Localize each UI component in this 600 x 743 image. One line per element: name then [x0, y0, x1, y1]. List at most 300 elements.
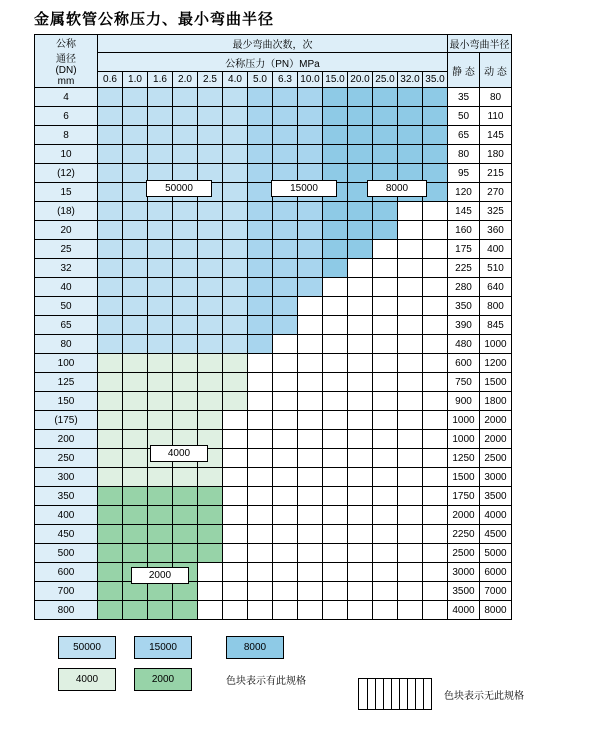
spec-cell-empty [323, 506, 348, 525]
spec-cell-empty [223, 487, 248, 506]
spec-cell-filled [98, 297, 123, 316]
spec-cell-filled [98, 145, 123, 164]
dn-value: 600 [35, 563, 98, 582]
spec-cell-filled [98, 468, 123, 487]
radius-static-value: 1500 [448, 468, 480, 487]
spec-cell-filled [123, 525, 148, 544]
dn-value: 800 [35, 601, 98, 620]
spec-cell-filled [248, 259, 273, 278]
tag-50000: 50000 [146, 180, 212, 197]
pressure-col-header: 35.0 [423, 72, 448, 88]
spec-cell-filled [373, 202, 398, 221]
spec-cell-empty [373, 278, 398, 297]
radius-static-value: 750 [448, 373, 480, 392]
radius-dynamic-value: 270 [480, 183, 512, 202]
spec-cell-empty [398, 354, 423, 373]
spec-cell-empty [323, 354, 348, 373]
radius-dynamic-value: 110 [480, 107, 512, 126]
table-row [35, 259, 512, 278]
spec-cell-filled [98, 392, 123, 411]
spec-cell-empty [298, 525, 323, 544]
spec-cell-filled [248, 297, 273, 316]
spec-cell-filled [123, 430, 148, 449]
radius-static-header: 静 态 [448, 53, 480, 88]
spec-cell-filled [198, 411, 223, 430]
dn-value: 300 [35, 468, 98, 487]
spec-cell-filled [348, 88, 373, 107]
dn-value: 700 [35, 582, 98, 601]
dn-value: 20 [35, 221, 98, 240]
spec-cell-empty [348, 582, 373, 601]
spec-cell-filled [273, 278, 298, 297]
table-row [35, 468, 512, 487]
spec-cell-filled [198, 335, 223, 354]
spec-cell-filled [148, 373, 173, 392]
table-row [35, 88, 512, 107]
spec-cell-filled [98, 411, 123, 430]
radius-dynamic-value: 360 [480, 221, 512, 240]
spec-cell-filled [148, 392, 173, 411]
spec-cell-filled [173, 316, 198, 335]
table-row [35, 202, 512, 221]
spec-cell-empty [373, 392, 398, 411]
spec-cell-filled [398, 107, 423, 126]
spec-cell-filled [398, 88, 423, 107]
spec-cell-empty [423, 601, 448, 620]
spec-cell-filled [123, 468, 148, 487]
spec-cell-filled [373, 88, 398, 107]
spec-cell-filled [173, 221, 198, 240]
radius-dynamic-value: 80 [480, 88, 512, 107]
spec-cell-empty [373, 316, 398, 335]
radius-static-value: 390 [448, 316, 480, 335]
spec-cell-filled [173, 145, 198, 164]
spec-cell-filled [98, 259, 123, 278]
spec-cell-empty [223, 506, 248, 525]
radius-dynamic-value: 1200 [480, 354, 512, 373]
spec-cell-filled [198, 88, 223, 107]
spec-cell-empty [323, 582, 348, 601]
radius-dynamic-value: 640 [480, 278, 512, 297]
spec-cell-filled [223, 316, 248, 335]
legend-swatch-2000: 2000 [134, 668, 192, 691]
spec-cell-empty [423, 392, 448, 411]
spec-cell-empty [398, 430, 423, 449]
spec-cell-filled [198, 297, 223, 316]
dn-header-line-3: (DN) [55, 65, 77, 76]
spec-cell-filled [298, 126, 323, 145]
dn-value: 350 [35, 487, 98, 506]
radius-static-value: 480 [448, 335, 480, 354]
spec-cell-empty [298, 544, 323, 563]
spec-cell-empty [423, 563, 448, 582]
spec-cell-filled [148, 525, 173, 544]
spec-cell-filled [123, 221, 148, 240]
radius-dynamic-value: 400 [480, 240, 512, 259]
spec-cell-filled [298, 240, 323, 259]
spec-cell-filled [223, 278, 248, 297]
spec-cell-empty [373, 544, 398, 563]
tag-15000: 15000 [271, 180, 337, 197]
spec-cell-empty [298, 506, 323, 525]
spec-cell-filled [123, 316, 148, 335]
spec-cell-empty [273, 563, 298, 582]
spec-cell-filled [298, 278, 323, 297]
dn-header-line-4: mm [57, 76, 75, 87]
spec-cell-empty [198, 582, 223, 601]
spec-cell-empty [248, 582, 273, 601]
spec-cell-filled [173, 487, 198, 506]
spec-cell-filled [123, 373, 148, 392]
spec-cell-empty [273, 430, 298, 449]
pressure-header: 公称压力（PN）MPa [98, 53, 448, 72]
spec-cell-filled [398, 145, 423, 164]
pressure-col-header: 4.0 [223, 72, 248, 88]
spec-cell-filled [173, 468, 198, 487]
spec-cell-empty [248, 430, 273, 449]
spec-cell-filled [98, 449, 123, 468]
table-row [35, 430, 512, 449]
spec-cell-empty [248, 544, 273, 563]
spec-cell-empty [373, 411, 398, 430]
spec-cell-empty [248, 487, 273, 506]
dn-value: 32 [35, 259, 98, 278]
radius-static-value: 160 [448, 221, 480, 240]
spec-cell-empty [423, 373, 448, 392]
spec-cell-empty [248, 392, 273, 411]
spec-cell-empty [223, 430, 248, 449]
spec-cell-empty [298, 468, 323, 487]
radius-static-value: 3000 [448, 563, 480, 582]
dn-value: (12) [35, 164, 98, 183]
spec-cell-filled [423, 145, 448, 164]
spec-cell-filled [423, 88, 448, 107]
spec-cell-empty [398, 335, 423, 354]
radius-dynamic-value: 7000 [480, 582, 512, 601]
spec-cell-filled [173, 525, 198, 544]
radius-static-value: 1000 [448, 411, 480, 430]
spec-cell-filled [298, 88, 323, 107]
spec-cell-filled [198, 373, 223, 392]
spec-cell-filled [423, 126, 448, 145]
spec-cell-empty [223, 563, 248, 582]
spec-cell-empty [323, 487, 348, 506]
table-row [35, 335, 512, 354]
dn-value: 4 [35, 88, 98, 107]
spec-cell-filled [248, 240, 273, 259]
dn-value: 8 [35, 126, 98, 145]
spec-cell-empty [398, 468, 423, 487]
spec-cell-filled [123, 107, 148, 126]
spec-cell-filled [198, 544, 223, 563]
spec-cell-empty [423, 335, 448, 354]
spec-cell-empty [373, 468, 398, 487]
radius-dynamic-value: 1000 [480, 335, 512, 354]
radius-static-value: 175 [448, 240, 480, 259]
spec-cell-filled [273, 107, 298, 126]
spec-cell-filled [148, 354, 173, 373]
spec-cell-empty [398, 278, 423, 297]
spec-cell-empty [323, 601, 348, 620]
spec-cell-filled [123, 145, 148, 164]
spec-cell-empty [398, 449, 423, 468]
radius-static-value: 65 [448, 126, 480, 145]
spec-cell-empty [423, 487, 448, 506]
legend-row-bottom [58, 668, 306, 691]
table-row [35, 601, 512, 620]
spec-cell-empty [423, 278, 448, 297]
spec-cell-filled [323, 221, 348, 240]
radius-dynamic-value: 800 [480, 297, 512, 316]
dn-value: 40 [35, 278, 98, 297]
spec-cell-filled [323, 126, 348, 145]
spec-cell-filled [348, 202, 373, 221]
spec-cell-filled [198, 392, 223, 411]
radius-dynamic-value: 510 [480, 259, 512, 278]
spec-cell-filled [148, 126, 173, 145]
spec-cell-filled [198, 278, 223, 297]
spec-cell-empty [323, 525, 348, 544]
spec-cell-empty [273, 525, 298, 544]
legend-swatch-15000: 15000 [134, 636, 192, 659]
spec-cell-empty [298, 601, 323, 620]
spec-cell-empty [223, 449, 248, 468]
spec-cell-filled [198, 506, 223, 525]
spec-cell-filled [98, 373, 123, 392]
spec-cell-empty [323, 430, 348, 449]
table-row [35, 316, 512, 335]
spec-cell-empty [423, 354, 448, 373]
spec-cell-empty [323, 373, 348, 392]
radius-static-value: 3500 [448, 582, 480, 601]
spec-cell-empty [373, 335, 398, 354]
spec-cell-filled [123, 278, 148, 297]
spec-cell-filled [148, 468, 173, 487]
spec-cell-empty [248, 601, 273, 620]
spec-cell-empty [373, 240, 398, 259]
spec-cell-empty [348, 430, 373, 449]
spec-cell-empty [248, 373, 273, 392]
spec-cell-filled [248, 316, 273, 335]
spec-cell-filled [173, 582, 198, 601]
spec-cell-empty [348, 525, 373, 544]
hatch-swatch [358, 678, 432, 710]
spec-cell-filled [173, 601, 198, 620]
spec-cell-empty [373, 297, 398, 316]
table-row [35, 487, 512, 506]
spec-cell-filled [148, 107, 173, 126]
spec-cell-empty [423, 544, 448, 563]
spec-cell-filled [173, 259, 198, 278]
dn-value: 80 [35, 335, 98, 354]
header-row-3 [35, 72, 512, 88]
spec-cell-empty [373, 601, 398, 620]
spec-cell-empty [398, 202, 423, 221]
table-row [35, 297, 512, 316]
radius-static-value: 120 [448, 183, 480, 202]
legend-no-spec-note: 色块表示无此规格 [444, 690, 524, 702]
dn-value: 250 [35, 449, 98, 468]
spec-cell-empty [298, 430, 323, 449]
spec-cell-filled [223, 392, 248, 411]
spec-cell-filled [198, 354, 223, 373]
spec-cell-empty [348, 354, 373, 373]
spec-cell-empty [298, 411, 323, 430]
spec-cell-empty [398, 373, 423, 392]
spec-cell-empty [323, 278, 348, 297]
spec-cell-empty [423, 525, 448, 544]
tag-8000: 8000 [367, 180, 427, 197]
spec-cell-empty [223, 468, 248, 487]
spec-cell-empty [348, 297, 373, 316]
spec-cell-filled [148, 411, 173, 430]
spec-cell-empty [273, 582, 298, 601]
spec-cell-filled [173, 202, 198, 221]
spec-cell-empty [323, 544, 348, 563]
radius-dynamic-value: 3500 [480, 487, 512, 506]
spec-cell-filled [123, 354, 148, 373]
spec-cell-filled [198, 240, 223, 259]
spec-cell-filled [248, 202, 273, 221]
spec-cell-empty [398, 525, 423, 544]
table-body [35, 88, 512, 620]
dn-value: 25 [35, 240, 98, 259]
spec-cell-filled [323, 202, 348, 221]
spec-cell-filled [348, 107, 373, 126]
spec-cell-filled [98, 582, 123, 601]
radius-dynamic-value: 5000 [480, 544, 512, 563]
dn-value: 6 [35, 107, 98, 126]
spec-cell-empty [323, 316, 348, 335]
dn-value: 65 [35, 316, 98, 335]
spec-cell-filled [223, 240, 248, 259]
spec-cell-empty [298, 316, 323, 335]
radius-static-value: 600 [448, 354, 480, 373]
radius-static-value: 2000 [448, 506, 480, 525]
spec-cell-filled [148, 145, 173, 164]
spec-cell-filled [248, 221, 273, 240]
spec-cell-empty [323, 449, 348, 468]
spec-cell-filled [223, 107, 248, 126]
dn-value: 10 [35, 145, 98, 164]
radius-static-value: 80 [448, 145, 480, 164]
spec-cell-empty [423, 506, 448, 525]
radius-dynamic-value: 215 [480, 164, 512, 183]
pressure-col-header: 2.5 [198, 72, 223, 88]
spec-cell-empty [273, 601, 298, 620]
spec-cell-empty [298, 335, 323, 354]
spec-cell-empty [348, 392, 373, 411]
spec-cell-empty [348, 278, 373, 297]
radius-static-value: 225 [448, 259, 480, 278]
spec-cell-filled [148, 259, 173, 278]
spec-cell-filled [173, 544, 198, 563]
spec-cell-empty [248, 468, 273, 487]
spec-cell-filled [148, 221, 173, 240]
spec-cell-empty [298, 582, 323, 601]
dn-value: 400 [35, 506, 98, 525]
spec-cell-filled [198, 525, 223, 544]
spec-cell-filled [148, 506, 173, 525]
spec-cell-filled [373, 107, 398, 126]
spec-cell-empty [373, 506, 398, 525]
radius-static-value: 4000 [448, 601, 480, 620]
spec-cell-filled [348, 221, 373, 240]
spec-cell-empty [248, 411, 273, 430]
legend-swatch-50000: 50000 [58, 636, 116, 659]
pressure-col-header: 0.6 [98, 72, 123, 88]
pressure-col-header: 2.0 [173, 72, 198, 88]
spec-cell-filled [223, 373, 248, 392]
radius-static-value: 1250 [448, 449, 480, 468]
spec-cell-filled [173, 126, 198, 145]
spec-cell-empty [348, 335, 373, 354]
table-row [35, 107, 512, 126]
spec-cell-empty [273, 468, 298, 487]
spec-cell-filled [273, 202, 298, 221]
spec-cell-empty [423, 468, 448, 487]
spec-cell-empty [323, 297, 348, 316]
spec-cell-empty [373, 563, 398, 582]
spec-cell-filled [98, 202, 123, 221]
spec-cell-filled [223, 335, 248, 354]
spec-cell-filled [123, 183, 148, 202]
spec-cell-filled [198, 202, 223, 221]
table-row [35, 373, 512, 392]
spec-cell-filled [348, 145, 373, 164]
pressure-col-header: 1.0 [123, 72, 148, 88]
table-row [35, 145, 512, 164]
dn-header-line-2: 通径 [56, 54, 76, 65]
spec-cell-filled [373, 221, 398, 240]
spec-cell-filled [198, 316, 223, 335]
spec-cell-empty [348, 563, 373, 582]
spec-cell-filled [298, 259, 323, 278]
spec-cell-filled [198, 126, 223, 145]
table-row [35, 354, 512, 373]
dn-value: 50 [35, 297, 98, 316]
radius-dynamic-value: 845 [480, 316, 512, 335]
radius-static-value: 900 [448, 392, 480, 411]
spec-cell-empty [423, 240, 448, 259]
dn-value: 500 [35, 544, 98, 563]
spec-cell-empty [323, 335, 348, 354]
spec-cell-empty [298, 487, 323, 506]
spec-cell-empty [298, 373, 323, 392]
spec-cell-empty [348, 601, 373, 620]
radius-static-value: 50 [448, 107, 480, 126]
dn-value: (18) [35, 202, 98, 221]
spec-cell-empty [348, 544, 373, 563]
spec-cell-empty [298, 449, 323, 468]
spec-cell-filled [173, 354, 198, 373]
spec-cell-empty [323, 411, 348, 430]
spec-cell-filled [273, 259, 298, 278]
spec-cell-filled [123, 449, 148, 468]
spec-cell-empty [248, 525, 273, 544]
radius-dynamic-value: 1800 [480, 392, 512, 411]
spec-cell-filled [323, 107, 348, 126]
spec-cell-filled [173, 506, 198, 525]
spec-cell-empty [398, 221, 423, 240]
spec-cell-empty [298, 563, 323, 582]
header-row-1 [35, 35, 512, 53]
radius-dynamic-value: 4000 [480, 506, 512, 525]
spec-cell-empty [398, 487, 423, 506]
spec-cell-filled [98, 316, 123, 335]
spec-cell-filled [198, 221, 223, 240]
spec-cell-filled [223, 202, 248, 221]
